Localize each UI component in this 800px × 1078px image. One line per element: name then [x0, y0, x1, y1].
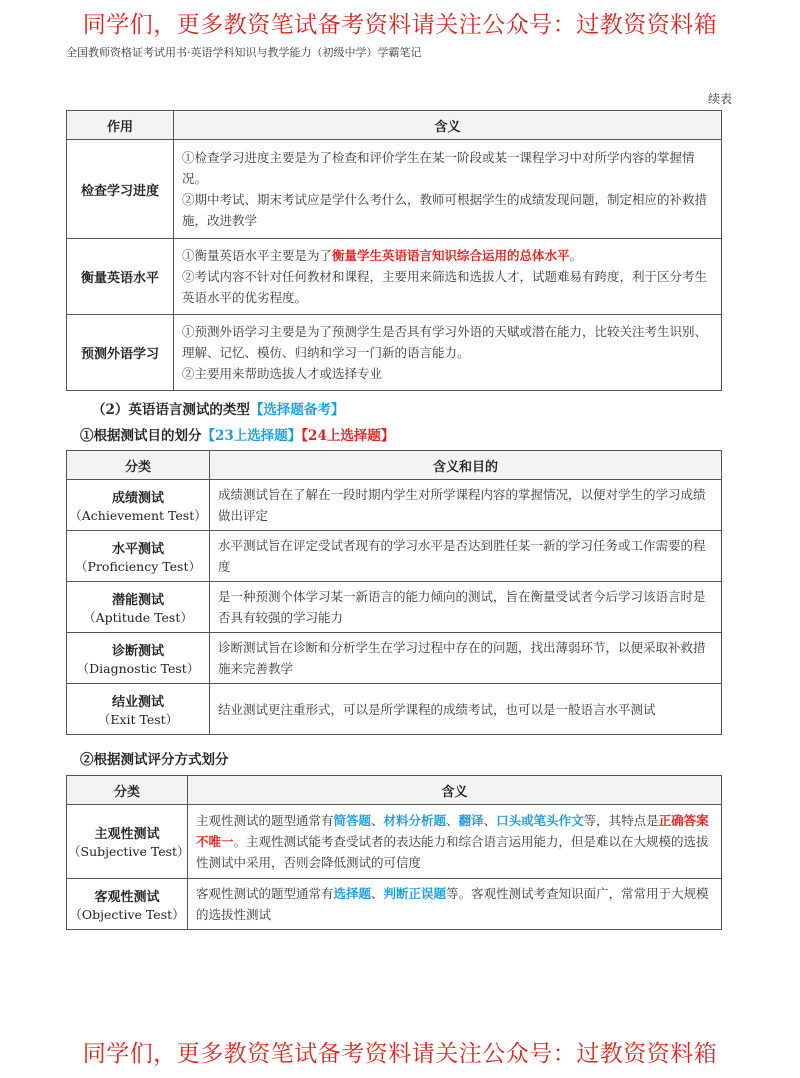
- question-type-highlight: 口头或笔头作文: [496, 813, 584, 828]
- row-label: 衡量英语水平: [67, 239, 174, 315]
- question-type-highlight: 判断正误题: [383, 886, 447, 901]
- table-row: [67, 684, 722, 735]
- table-header-row: [67, 451, 722, 480]
- row-label: 客观性测试 （Objective Test）: [67, 879, 188, 930]
- content-line: ①预测外语学习主要是为了预测学生是否具有学习外语的天赋或潜在能力，比较关注考生识别、理解、记忆、模仿、归纳和学习一门新的语言能力。: [182, 324, 708, 360]
- column-header: 含义和目的: [210, 451, 722, 480]
- content-line: ②期中考试、期末考试应是学什么考什么，教师可根据学生的成绩发现问题，制定相应的补救措施，改进教学: [182, 192, 708, 228]
- row-content: 客观性测试的题型通常有选择题、判断正误题等。客观性测试考查知识面广，常常用于大规模的选拔性测试: [188, 879, 722, 930]
- row-content: [174, 315, 722, 391]
- table-row: [67, 531, 722, 582]
- column-header: 作用: [67, 111, 174, 140]
- row-label: 检查学习进度: [67, 140, 174, 239]
- row-label: 潜能测试 （Aptitude Test）: [67, 582, 210, 633]
- question-type-highlight: 材料分析题: [383, 813, 447, 828]
- row-label: 主观性测试 （Subjective Test）: [67, 805, 188, 879]
- function-table: [66, 110, 722, 391]
- table-row: [67, 315, 722, 391]
- row-content: 水平测试旨在评定受试者现有的学习水平是否达到胜任某一新的学习任务或工作需要的程度: [210, 531, 722, 582]
- running-head: 全国教师资格证考试用书·英语学科知识与教学能力（初级中学）学霸笔记: [66, 46, 422, 59]
- column-header: 含义: [188, 776, 722, 805]
- subsection-heading: ①根据测试目的划分【23上选择题】【24上选择题】: [80, 428, 395, 444]
- question-type-highlight: 选择题: [333, 886, 372, 901]
- section-heading: （2）英语语言测试的类型【选择题备考】: [92, 402, 345, 418]
- table-header-row: [67, 776, 722, 805]
- column-header: 分类: [67, 451, 210, 480]
- row-content: [174, 140, 722, 239]
- key-point-highlight: 正确答案不唯一: [196, 813, 709, 849]
- content-line: ②主要用来帮助选拔人才或选择专业: [182, 366, 383, 381]
- row-label: 成绩测试 （Achievement Test）: [67, 480, 210, 531]
- content-line: ①检查学习进度主要是为了检查和评价学生在某一阶段或某一课程学习中对所学内容的掌握情况。: [182, 150, 695, 186]
- table-row: [67, 805, 722, 879]
- continued-label: 续表: [707, 92, 732, 106]
- row-label: 预测外语学习: [67, 315, 174, 391]
- row-content: 是一种预测个体学习某一新语言的能力倾向的测试，旨在衡量受试者今后学习该语言时是否具有较强的学习能力: [210, 582, 722, 633]
- table-row: [67, 239, 722, 315]
- table-header-row: [67, 111, 722, 140]
- content-line: ②考试内容不针对任何教材和课程，主要用来筛选和选拔人才，试题难易有跨度，利于区分考生英语水平的优劣程度。: [182, 269, 708, 305]
- exam-tag: 【24上选择题】: [301, 428, 395, 444]
- question-type-highlight: 简答题: [333, 813, 372, 828]
- promo-banner-bottom: 同学们，更多教资笔试备考资料请关注公众号：过教资资料箱: [82, 1041, 718, 1067]
- table-row: [67, 582, 722, 633]
- subsection-heading: ②根据测试评分方式划分: [80, 752, 229, 768]
- table-row: [67, 633, 722, 684]
- scoring-method-table: [66, 775, 722, 930]
- key-point-highlight: 衡量学生英语语言知识综合运用的总体水平: [332, 248, 570, 263]
- table-row: [67, 140, 722, 239]
- table-row: [67, 879, 722, 930]
- row-label: 结业测试 （Exit Test）: [67, 684, 210, 735]
- row-content: 主观性测试的题型通常有简答题、材料分析题、翻译、口头或笔头作文等，其特点是正确答案不唯一。主观性测试能考查受试者的表达能力和综合语言运用能力，但是难以在大规模的选拔性测试中采用，否则会降低测试的可信度: [188, 805, 722, 879]
- column-header: 分类: [67, 776, 188, 805]
- row-content: 诊断测试旨在诊断和分析学生在学习过程中存在的问题，找出薄弱环节，以便采取补救措施来完善教学: [210, 633, 722, 684]
- row-label: 水平测试 （Proficiency Test）: [67, 531, 210, 582]
- question-type-highlight: 翻译: [458, 813, 484, 828]
- exam-tag: 【23上选择题】: [201, 428, 302, 444]
- row-content: 成绩测试旨在了解在一段时期内学生对所学课程内容的掌握情况，以便对学生的学习成绩做出评定: [210, 480, 722, 531]
- content-line: ①衡量英语水平主要是为了衡量学生英语语言知识综合运用的总体水平。: [182, 248, 583, 263]
- row-content: [174, 239, 722, 315]
- exam-tag: 【选择题备考】: [249, 402, 345, 418]
- row-content: 结业测试更注重形式，可以是所学课程的成绩考试，也可以是一般语言水平测试: [210, 684, 722, 735]
- row-label: 诊断测试 （Diagnostic Test）: [67, 633, 210, 684]
- promo-banner-top: 同学们，更多教资笔试备考资料请关注公众号：过教资资料箱: [82, 12, 718, 38]
- test-purpose-table: [66, 450, 722, 735]
- table-row: [67, 480, 722, 531]
- column-header: 含义: [174, 111, 722, 140]
